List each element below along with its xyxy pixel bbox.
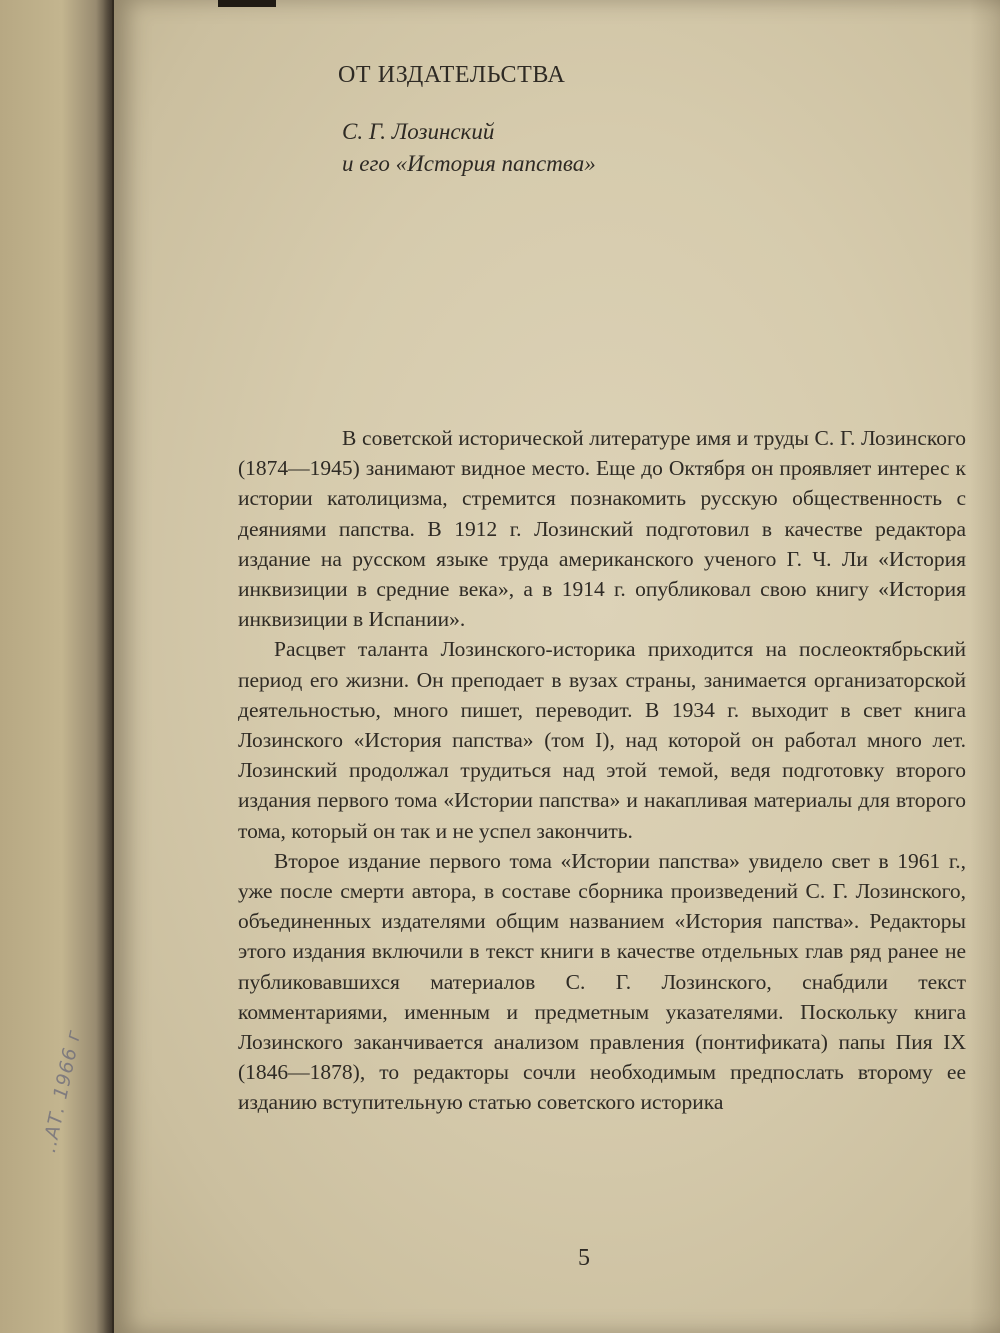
book-page xyxy=(114,0,1000,1333)
handwritten-note: ..АТ. 1966 г xyxy=(38,1027,86,1155)
section-heading: ОТ ИЗДАТЕЛЬСТВА xyxy=(338,62,566,88)
body-text xyxy=(238,423,966,1118)
page-number: 5 xyxy=(578,1245,590,1271)
paragraph-2: Расцвет таланта Лозинского-историка приходится на послеоктябрьский период его жизни. Он преподает в вузах страны, занимается организаторской деятельностью, много пишет, переводит. В 1934 г. выходит в свет книга Лозинского «История папства» (том I), над которой он работал много лет. Лозинский продолжал трудиться над этой темой, ведя подготовку второго издания первого тома «Истории папства» и накапливая материалы для второго тома, который он так и не успел закончить. xyxy=(238,637,966,843)
paragraph-3: Второе издание первого тома «Истории папства» увидело свет в 1961 г., уже после смерти автора, в составе сборника произведений С. Г. Лозинского, объединенных издателями общим названием «История папства». Редакторы этого издания включили в текст книги в качестве отдельных глав ряд ранее не публиковавшихся материалов С. Г. Лозинского, снабдили текст комментариями, именным и предметным указателями. Поскольку книга Лозинского заканчивается анализом правления (понтификата) папы Пия IX (1846—1878), то редакторы сочли необходимым предпослать второму ее изданию вступительную статью советского историка xyxy=(238,848,966,1115)
subtitle-line-2: и его «История папства» xyxy=(342,151,596,176)
page-corner-mark xyxy=(218,0,276,7)
chapter-subtitle xyxy=(342,116,596,180)
page-edge-shadow xyxy=(970,0,1000,1333)
paragraph-1: В советской исторической литературе имя и труды С. Г. Лозинского (1874—1945) занимают видное место. Еще до Октября он проявляет интерес к истории католицизма, стремится познакомить русскую общественность с деяниями папства. В 1912 г. Лозинский подготовил в качестве редактора издание на русском языке труда американского ученого Г. Ч. Ли «История инквизиции в средние века», а в 1914 г. опубликовал свою книгу «История инквизиции в Испании». xyxy=(238,426,966,632)
subtitle-line-1: С. Г. Лозинский xyxy=(342,119,495,144)
